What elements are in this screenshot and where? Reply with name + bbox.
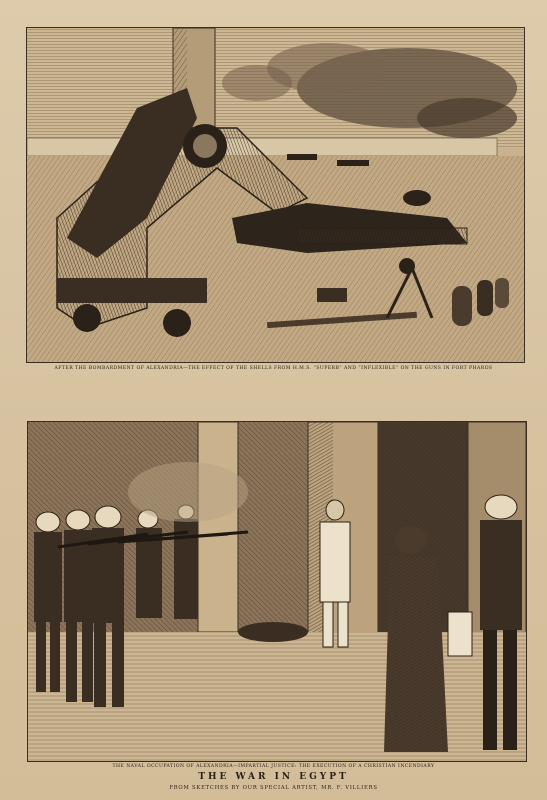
page-title: THE WAR IN EGYPT [198,772,349,782]
bottom-illustration-caption: THE NAVAL OCCUPATION OF ALEXANDRIA—IMPARTIAL JUSTICE: THE EXECUTION OF A CHRISTIAN INCENDIARY [112,764,435,769]
fort-pharos-artwork [27,28,524,362]
execution-engraving [27,421,527,762]
execution-artwork [28,422,526,761]
top-illustration-caption: AFTER THE BOMBARDMENT OF ALEXANDRIA—THE EFFECT OF THE SHELLS FROM H.M.S. “SUPERB” AND “INFLEXIBLE” ON THE GUNS IN FORT PHAROS [54,366,493,371]
fort-pharos-engraving [26,27,525,363]
page-subtitle: FROM SKETCHES BY OUR SPECIAL ARTIST, MR. F. VILLIERS [169,785,378,791]
